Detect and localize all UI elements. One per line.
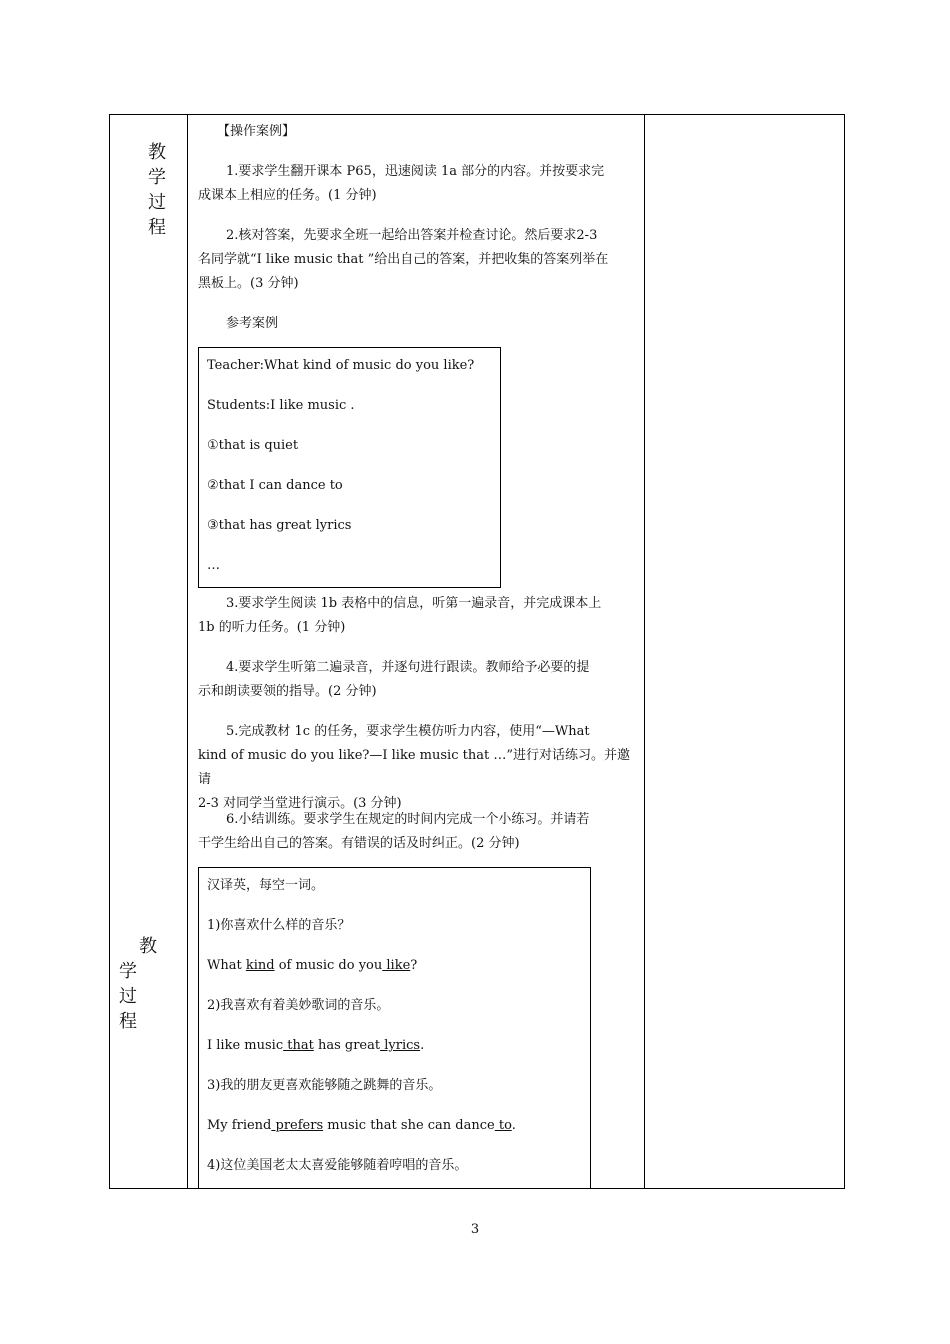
exercise-answer: What kind of music do you like? [207, 958, 418, 973]
reference-box [198, 347, 501, 588]
step-1: 1.要求学生翻开课本 P65，迅速阅读 1a 部分的内容。并按要求完 成课本上相应的任务。(1 分钟) [198, 164, 605, 203]
reference-label: 参考案例 [226, 316, 279, 331]
column-divider-right [644, 114, 645, 1189]
reference-line: Students:I like music . [207, 398, 355, 413]
section-label-bottom: 教 学 过 程 [119, 936, 157, 1032]
reference-line: ③that has great lyrics [207, 518, 352, 533]
step-6: 6.小结训练。要求学生在规定的时间内完成一个小练习。并请若 干学生给出自己的答案。有错误的话及时纠正。(2 分钟) [198, 812, 590, 851]
reference-line: ②that I can dance to [207, 478, 343, 493]
section-title: 【操作案例】 [217, 124, 296, 139]
reference-line: … [207, 558, 220, 573]
step-5: 5.完成教材 1c 的任务，要求学生模仿听力内容，使用“—What kind of music do you like?—I like music that …”进行对话练习。并邀请 2-3 对同学当堂进行演示。(3 分钟) [198, 724, 630, 811]
exercise-question: 3)我的朋友更喜欢能够随之跳舞的音乐。 [207, 1078, 442, 1093]
exercise-answer: I like music that has great lyrics. [207, 1038, 425, 1053]
reference-line: Teacher:What kind of music do you like? [207, 358, 475, 373]
exercise-box [198, 867, 591, 1189]
page-number: 3 [470, 1222, 480, 1237]
exercise-question: 2)我喜欢有着美妙歌词的音乐。 [207, 998, 390, 1013]
reference-line: ①that is quiet [207, 438, 299, 453]
exercise-question: 1)你喜欢什么样的音乐？ [207, 918, 351, 933]
exercise-title: 汉译英，每空一词。 [207, 878, 325, 893]
exercise-answer: My friend prefers music that she can dance to. [207, 1118, 516, 1133]
step-4: 4.要求学生听第二遍录音，并逐句进行跟读。教师给予必要的提 示和朗读要领的指导。(2 分钟) [198, 660, 590, 699]
column-divider-left [187, 114, 188, 1189]
exercise-question: 4)这位美国老太太喜爱能够随着哼唱的音乐。 [207, 1158, 468, 1173]
step-2: 2.核对答案，先要求全班一起给出答案并检查讨论。然后要求2-3 名同学就“I like music that ”给出自己的答案，并把收集的答案列举在 黑板上。(3 分钟) [198, 228, 609, 291]
step-3: 3.要求学生阅读 1b 表格中的信息，听第一遍录音，并完成课本上 1b 的听力任务。(1 分钟) [198, 596, 602, 635]
section-label-top: 教 学 过 程 [148, 142, 166, 238]
